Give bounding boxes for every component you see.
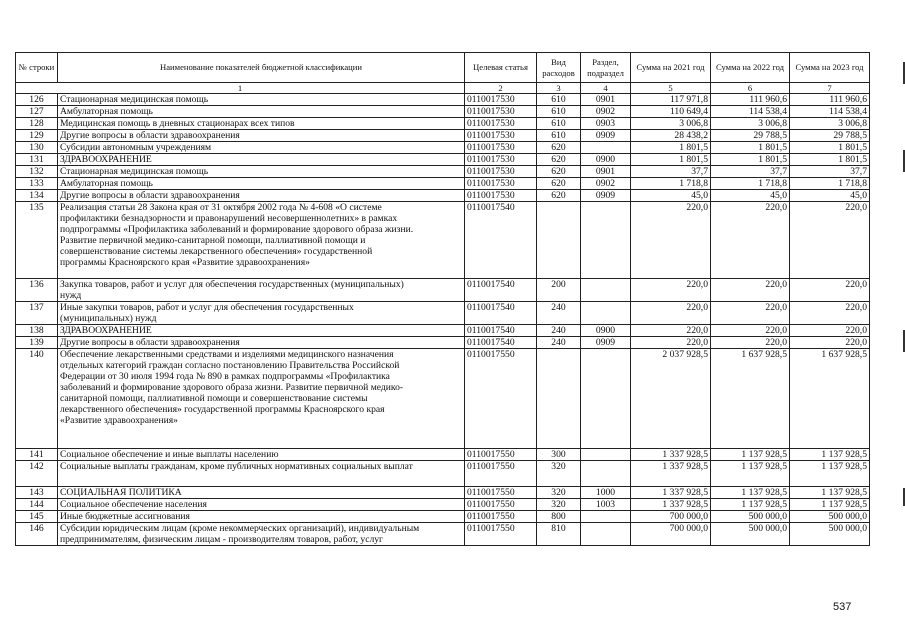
target-article-code: 0110017530 <box>465 178 537 190</box>
indicator-name-line: Субсидии юридическим лицам (кроме некоммерческих организаций), индивидуальным <box>60 523 420 534</box>
sum-2023: 1 137 928,5 <box>790 499 870 511</box>
row-number: 144 <box>16 499 58 511</box>
section-code: 1000 <box>581 487 631 499</box>
section-code: 0901 <box>581 94 631 106</box>
sum-2021: 220,0 <box>631 325 711 337</box>
indicator-name: ЗДРАВООХРАНЕНИЕ <box>58 325 465 337</box>
budget-table <box>15 52 870 546</box>
table-row <box>16 511 870 523</box>
indicator-name-line: Реализация статьи 28 Закона края от 31 октября 2002 года № 4-608 «О системе <box>60 202 382 213</box>
indicator-name: Другие вопросы в области здравоохранения <box>58 130 465 142</box>
header-target-article: Целевая статья <box>465 53 537 83</box>
column-number-row <box>16 83 870 94</box>
table-row <box>16 178 870 190</box>
indicator-name: Социальное обеспечение и иные выплаты населению <box>58 449 465 461</box>
header-sum-2023: Сумма на 2023 год <box>790 53 870 83</box>
table-row <box>16 325 870 337</box>
sum-2022: 1 137 928,5 <box>711 461 790 487</box>
sum-2021: 45,0 <box>631 190 711 202</box>
section-code <box>581 349 631 449</box>
sum-2022: 3 006,8 <box>711 118 790 130</box>
expense-type-code: 610 <box>537 94 581 106</box>
row-number: 132 <box>16 166 58 178</box>
row-number: 129 <box>16 130 58 142</box>
sum-2021: 3 006,8 <box>631 118 711 130</box>
indicator-name: Амбулаторная помощь <box>58 178 465 190</box>
sum-2022: 1 137 928,5 <box>711 449 790 461</box>
target-article-code: 0110017530 <box>465 190 537 202</box>
sum-2022: 220,0 <box>711 337 790 349</box>
sum-2023: 45,0 <box>790 190 870 202</box>
section-code: 0909 <box>581 130 631 142</box>
sum-2021: 37,7 <box>631 166 711 178</box>
row-number: 140 <box>16 349 58 449</box>
sum-2022: 220,0 <box>711 279 790 302</box>
sum-2021: 110 649,4 <box>631 106 711 118</box>
section-code: 1003 <box>581 499 631 511</box>
indicator-name-line: лекарственного обеспечения» государственной программы Красноярского края <box>60 404 385 415</box>
expense-type-code: 320 <box>537 499 581 511</box>
indicator-name: Социальное обеспечение населения <box>58 499 465 511</box>
sum-2022: 29 788,5 <box>711 130 790 142</box>
indicator-name-line: (муниципальных) нужд <box>60 313 157 324</box>
expense-type-code <box>537 202 581 279</box>
target-article-code: 0110017530 <box>465 130 537 142</box>
sum-2023: 1 637 928,5 <box>790 349 870 449</box>
expense-type-code: 620 <box>537 178 581 190</box>
expense-type-code: 200 <box>537 279 581 302</box>
indicator-name: ЗДРАВООХРАНЕНИЕ <box>58 154 465 166</box>
expense-type-code: 320 <box>537 487 581 499</box>
table-row <box>16 142 870 154</box>
target-article-code: 0110017530 <box>465 166 537 178</box>
expense-type-code: 240 <box>537 337 581 349</box>
section-code: 0900 <box>581 154 631 166</box>
expense-type-code: 620 <box>537 190 581 202</box>
expense-type-code: 800 <box>537 511 581 523</box>
section-code: 0909 <box>581 190 631 202</box>
sum-2022: 111 960,6 <box>711 94 790 106</box>
row-number: 131 <box>16 154 58 166</box>
sum-2023: 1 137 928,5 <box>790 487 870 499</box>
expense-type-code: 610 <box>537 118 581 130</box>
target-article-code: 0110017550 <box>465 511 537 523</box>
section-code: 0902 <box>581 106 631 118</box>
sum-2022: 1 801,5 <box>711 154 790 166</box>
sum-2022: 220,0 <box>711 202 790 279</box>
indicator-name <box>58 523 465 546</box>
sum-2023: 1 137 928,5 <box>790 449 870 461</box>
sum-2023: 29 788,5 <box>790 130 870 142</box>
expense-type-code <box>537 349 581 449</box>
indicator-name-line: отдельных категорий граждан согласно постановлению Правительства Российской <box>60 360 400 371</box>
row-number: 135 <box>16 202 58 279</box>
row-number: 146 <box>16 523 58 546</box>
row-number: 139 <box>16 337 58 349</box>
sum-2023: 1 801,5 <box>790 154 870 166</box>
section-code: 0901 <box>581 166 631 178</box>
table-row <box>16 279 870 302</box>
table-row <box>16 487 870 499</box>
sum-2022: 1 137 928,5 <box>711 487 790 499</box>
indicator-name-line: профилактики безнадзорности и правонарушений несовершеннолетних» в рамках <box>60 213 398 224</box>
sum-2022: 114 538,4 <box>711 106 790 118</box>
indicator-name-line: Развитие первичной медико-санитарной помощи, паллиативной помощи и <box>60 235 366 246</box>
indicator-name: Другие вопросы в области здравоохранения <box>58 337 465 349</box>
target-article-code: 0110017540 <box>465 337 537 349</box>
target-article-code: 0110017540 <box>465 202 537 279</box>
sum-2023: 220,0 <box>790 337 870 349</box>
indicator-name-line: санитарной помощи, паллиативной помощи и совершенствование системы <box>60 393 368 404</box>
target-article-code: 0110017550 <box>465 449 537 461</box>
sum-2022: 220,0 <box>711 325 790 337</box>
expense-type-code: 620 <box>537 166 581 178</box>
sum-2023: 37,7 <box>790 166 870 178</box>
row-number: 141 <box>16 449 58 461</box>
sum-2021: 700 000,0 <box>631 523 711 546</box>
target-article-code: 0110017550 <box>465 487 537 499</box>
sum-2022: 500 000,0 <box>711 511 790 523</box>
expense-type-code: 810 <box>537 523 581 546</box>
indicator-name-line: программы Красноярского края «Развитие здравоохранения» <box>60 257 310 268</box>
sum-2022: 1 718,8 <box>711 178 790 190</box>
column-number: 7 <box>790 83 870 94</box>
section-code <box>581 523 631 546</box>
indicator-name-line: Федерации от 30 июля 1994 года № 890 в рамках подпрограммы «Профилактика <box>60 371 390 382</box>
indicator-name-line: «Развитие здравоохранения» <box>60 415 178 426</box>
section-code <box>581 449 631 461</box>
sum-2021: 1 337 928,5 <box>631 449 711 461</box>
sum-2022: 220,0 <box>711 302 790 325</box>
sum-2021: 2 037 928,5 <box>631 349 711 449</box>
section-code <box>581 461 631 487</box>
row-number: 137 <box>16 302 58 325</box>
row-number: 133 <box>16 178 58 190</box>
row-number: 145 <box>16 511 58 523</box>
indicator-name: Другие вопросы в области здравоохранения <box>58 190 465 202</box>
sum-2022: 1 801,5 <box>711 142 790 154</box>
row-number: 134 <box>16 190 58 202</box>
row-number: 142 <box>16 461 58 487</box>
sum-2021: 1 801,5 <box>631 142 711 154</box>
column-number: 4 <box>581 83 631 94</box>
target-article-code: 0110017540 <box>465 325 537 337</box>
table-row <box>16 449 870 461</box>
section-code: 0909 <box>581 337 631 349</box>
sum-2021: 1 337 928,5 <box>631 461 711 487</box>
column-number: 3 <box>537 83 581 94</box>
expense-type-code: 240 <box>537 325 581 337</box>
table-row <box>16 154 870 166</box>
section-code: 0902 <box>581 178 631 190</box>
sum-2023: 3 006,8 <box>790 118 870 130</box>
indicator-name <box>58 279 465 302</box>
target-article-code: 0110017530 <box>465 118 537 130</box>
indicator-name-line: Закупка товаров, работ и услуг для обеспечения государственных (муниципальных) <box>60 279 404 290</box>
target-article-code: 0110017540 <box>465 279 537 302</box>
sum-2023: 114 538,4 <box>790 106 870 118</box>
table-row <box>16 94 870 106</box>
column-number: 6 <box>711 83 790 94</box>
sum-2023: 500 000,0 <box>790 523 870 546</box>
table-row <box>16 130 870 142</box>
target-article-code: 0110017530 <box>465 106 537 118</box>
section-code: 0903 <box>581 118 631 130</box>
expense-type-code: 240 <box>537 302 581 325</box>
target-article-code: 0110017550 <box>465 349 537 449</box>
sum-2021: 220,0 <box>631 279 711 302</box>
sum-2021: 1 337 928,5 <box>631 499 711 511</box>
indicator-name: Социальные выплаты гражданам, кроме публичных нормативных социальных выплат <box>58 461 465 487</box>
indicator-name-line: совершенствование системы лекарственного обеспечения» государственной <box>60 246 373 257</box>
section-code <box>581 142 631 154</box>
table-row <box>16 523 870 546</box>
target-article-code: 0110017550 <box>465 499 537 511</box>
sum-2021: 700 000,0 <box>631 511 711 523</box>
sum-2022: 45,0 <box>711 190 790 202</box>
sum-2022: 1 637 928,5 <box>711 349 790 449</box>
table-row <box>16 190 870 202</box>
expense-type-code: 620 <box>537 142 581 154</box>
row-number: 127 <box>16 106 58 118</box>
indicator-name-line: нужд <box>60 290 82 301</box>
section-code <box>581 202 631 279</box>
sum-2023: 220,0 <box>790 202 870 279</box>
indicator-name: Стационарная медицинская помощь <box>58 166 465 178</box>
sum-2023: 1 718,8 <box>790 178 870 190</box>
target-article-code: 0110017530 <box>465 142 537 154</box>
indicator-name-line: подпрограммы «Профилактика заболеваний и формирование здорового образа жизни. <box>60 224 414 235</box>
sum-2022: 500 000,0 <box>711 523 790 546</box>
expense-type-code: 610 <box>537 130 581 142</box>
header-sum-2021: Сумма на 2021 год <box>631 53 711 83</box>
column-number: 2 <box>465 83 537 94</box>
indicator-name: Медицинская помощь в дневных стационарах всех типов <box>58 118 465 130</box>
row-number: 143 <box>16 487 58 499</box>
column-number: 5 <box>631 83 711 94</box>
sum-2023: 220,0 <box>790 279 870 302</box>
sum-2021: 117 971,8 <box>631 94 711 106</box>
target-article-code: 0110017550 <box>465 461 537 487</box>
table-header-row <box>16 53 870 83</box>
indicator-name <box>58 302 465 325</box>
sum-2023: 1 137 928,5 <box>790 461 870 487</box>
table-row <box>16 106 870 118</box>
table-row <box>16 499 870 511</box>
indicator-name-line: Обеспечение лекарственными средствами и изделиями медицинского назначения <box>60 349 394 360</box>
expense-type-code: 300 <box>537 449 581 461</box>
section-code: 0900 <box>581 325 631 337</box>
table-row <box>16 349 870 449</box>
target-article-code: 0110017550 <box>465 523 537 546</box>
row-number: 130 <box>16 142 58 154</box>
target-article-code: 0110017530 <box>465 154 537 166</box>
indicator-name <box>58 349 465 449</box>
sum-2023: 1 801,5 <box>790 142 870 154</box>
target-article-code: 0110017530 <box>465 94 537 106</box>
expense-type-code: 620 <box>537 154 581 166</box>
sum-2022: 37,7 <box>711 166 790 178</box>
sum-2022: 1 137 928,5 <box>711 499 790 511</box>
table-row <box>16 461 870 487</box>
section-code <box>581 511 631 523</box>
sum-2021: 220,0 <box>631 302 711 325</box>
sum-2023: 220,0 <box>790 302 870 325</box>
sum-2021: 220,0 <box>631 202 711 279</box>
indicator-name: СОЦИАЛЬНАЯ ПОЛИТИКА <box>58 487 465 499</box>
sum-2021: 1 337 928,5 <box>631 487 711 499</box>
header-indicator-name: Наименование показателей бюджетной классификации <box>58 53 465 83</box>
header-section: Раздел, подраздел <box>581 53 631 83</box>
row-number: 136 <box>16 279 58 302</box>
target-article-code: 0110017540 <box>465 302 537 325</box>
sum-2021: 1 801,5 <box>631 154 711 166</box>
row-number: 138 <box>16 325 58 337</box>
sum-2021: 28 438,2 <box>631 130 711 142</box>
expense-type-code: 320 <box>537 461 581 487</box>
indicator-name: Иные бюджетные ассигнования <box>58 511 465 523</box>
sum-2023: 500 000,0 <box>790 511 870 523</box>
table-row <box>16 166 870 178</box>
sum-2021: 1 718,8 <box>631 178 711 190</box>
header-expense-type: Вид расходов <box>537 53 581 83</box>
table-row <box>16 202 870 279</box>
row-number: 126 <box>16 94 58 106</box>
page-number: 537 <box>833 601 852 613</box>
table-row <box>16 337 870 349</box>
indicator-name-line: заболеваний и формирование здорового образа жизни. Развитие первичной медико- <box>60 382 404 393</box>
indicator-name: Субсидии автономным учреждениям <box>58 142 465 154</box>
table-row <box>16 118 870 130</box>
indicator-name: Стационарная медицинская помощь <box>58 94 465 106</box>
table-row <box>16 302 870 325</box>
indicator-name <box>58 202 465 279</box>
table-body <box>16 94 870 546</box>
indicator-name-line: предпринимателям, физическим лицам - производителям товаров, работ, услуг <box>60 534 383 545</box>
header-row-number: № строки <box>16 53 58 83</box>
header-sum-2022: Сумма на 2022 год <box>711 53 790 83</box>
sum-2023: 220,0 <box>790 325 870 337</box>
expense-type-code: 610 <box>537 106 581 118</box>
indicator-name: Амбулаторная помощь <box>58 106 465 118</box>
column-number: 1 <box>16 83 465 94</box>
section-code <box>581 302 631 325</box>
section-code <box>581 279 631 302</box>
row-number: 128 <box>16 118 58 130</box>
sum-2021: 220,0 <box>631 337 711 349</box>
sum-2023: 111 960,6 <box>790 94 870 106</box>
indicator-name-line: Иные закупки товаров, работ и услуг для обеспечения государственных <box>60 302 354 313</box>
